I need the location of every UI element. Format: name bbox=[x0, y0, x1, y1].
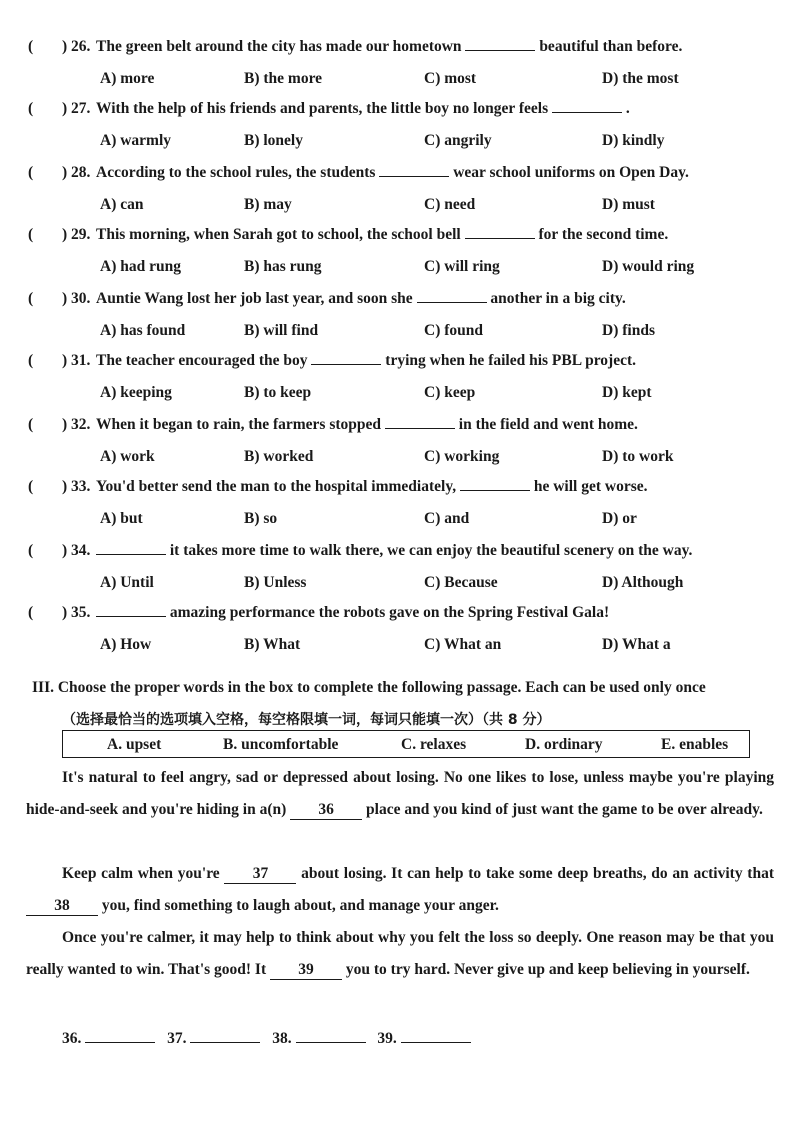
answer-blank[interactable] bbox=[96, 542, 166, 555]
passage-text: you, find something to laugh about, and manage your anger. bbox=[101, 897, 499, 914]
answer-blank[interactable] bbox=[465, 38, 535, 51]
answer-paren[interactable]: ( bbox=[28, 164, 34, 181]
option-a[interactable]: A) more bbox=[100, 70, 155, 87]
question-stem: The green belt around the city has made our hometown bbox=[96, 38, 462, 55]
question-stem-end: for the second time. bbox=[538, 226, 669, 243]
option-b[interactable]: B) may bbox=[244, 196, 292, 213]
answer-lines bbox=[62, 1030, 479, 1048]
word-box-option-d: D. ordinary bbox=[525, 736, 603, 753]
option-a[interactable]: A) can bbox=[100, 196, 144, 213]
answer-paren[interactable]: ( bbox=[28, 542, 34, 559]
word-box-option-a: A. upset bbox=[107, 736, 162, 753]
question-text bbox=[96, 38, 682, 56]
option-d[interactable]: D) kept bbox=[602, 384, 652, 401]
option-a[interactable]: A) warmly bbox=[100, 132, 172, 149]
blank-37[interactable]: 37 bbox=[224, 865, 296, 884]
word-box-option-b: B. uncomfortable bbox=[223, 736, 339, 753]
question-stem: Auntie Wang lost her job last year, and soon she bbox=[96, 290, 413, 307]
option-b[interactable]: B) will find bbox=[244, 322, 319, 339]
answer-label-39: 39. bbox=[377, 1030, 397, 1047]
option-c[interactable]: C) and bbox=[424, 510, 470, 527]
option-a[interactable]: A) Until bbox=[100, 574, 154, 591]
question-stem-end: trying when he failed his PBL project. bbox=[385, 352, 637, 369]
answer-label-37: 37. bbox=[167, 1030, 187, 1047]
question-stem: When it began to rain, the farmers stopped bbox=[96, 416, 382, 433]
passage-paragraph-2 bbox=[26, 858, 774, 922]
passage-paragraph-3 bbox=[26, 922, 774, 986]
option-b[interactable]: B) worked bbox=[244, 448, 314, 465]
option-b[interactable]: B) Unless bbox=[244, 574, 307, 591]
option-d[interactable]: D) must bbox=[602, 196, 655, 213]
word-box-option-c: C. relaxes bbox=[401, 736, 467, 753]
option-a[interactable]: A) but bbox=[100, 510, 143, 527]
option-b[interactable]: B) What bbox=[244, 636, 301, 653]
passage-text: place and you kind of just want the game to be over already. bbox=[366, 801, 763, 818]
question-text bbox=[96, 416, 638, 434]
option-c[interactable]: C) need bbox=[424, 196, 476, 213]
answer-blank[interactable] bbox=[96, 604, 166, 617]
option-d[interactable]: D) or bbox=[602, 510, 637, 527]
answer-paren[interactable]: ( bbox=[28, 416, 34, 433]
answer-blank-36[interactable] bbox=[85, 1030, 155, 1043]
option-d[interactable]: D) to work bbox=[602, 448, 674, 465]
answer-label-36: 36. bbox=[62, 1030, 82, 1047]
option-d[interactable]: D) What a bbox=[602, 636, 671, 653]
question-number: ) 35. bbox=[62, 604, 91, 621]
passage-text: Once you're calmer, it may help to think about why you felt the loss so deeply. One reason may be that you really wanted to win. That's good! It bbox=[26, 929, 774, 978]
question-number: ) 27. bbox=[62, 100, 91, 117]
question-stem-end: in the field and went home. bbox=[458, 416, 638, 433]
option-a[interactable]: A) work bbox=[100, 448, 155, 465]
question-number: ) 33. bbox=[62, 478, 91, 495]
option-d[interactable]: D) the most bbox=[602, 70, 679, 87]
question-number: ) 28. bbox=[62, 164, 91, 181]
option-d[interactable]: D) would ring bbox=[602, 258, 695, 275]
question-stem-end: he will get worse. bbox=[533, 478, 648, 495]
answer-paren[interactable]: ( bbox=[28, 38, 34, 55]
question-stem-end: wear school uniforms on Open Day. bbox=[453, 164, 689, 181]
answer-blank[interactable] bbox=[417, 290, 487, 303]
answer-label-38: 38. bbox=[272, 1030, 292, 1047]
question-stem-end: beautiful than before. bbox=[539, 38, 683, 55]
blank-38[interactable]: 38 bbox=[26, 897, 98, 916]
section-iii-instruction-cn: （选择最恰当的选项填入空格，每空格限填一词，每词只能填一次）（共 8 分） bbox=[62, 712, 551, 728]
option-c[interactable]: C) working bbox=[424, 448, 500, 465]
option-d[interactable]: D) finds bbox=[602, 322, 655, 339]
question-number: ) 32. bbox=[62, 416, 91, 433]
question-stem: You'd better send the man to the hospital immediately, bbox=[96, 478, 457, 495]
question-text bbox=[96, 290, 626, 308]
answer-blank[interactable] bbox=[311, 352, 381, 365]
question-stem: According to the school rules, the students bbox=[96, 164, 376, 181]
option-d[interactable]: D) Although bbox=[602, 574, 684, 591]
answer-blank-37[interactable] bbox=[190, 1030, 260, 1043]
option-b[interactable]: B) to keep bbox=[244, 384, 312, 401]
answer-paren[interactable]: ( bbox=[28, 100, 34, 117]
option-a[interactable]: A) How bbox=[100, 636, 152, 653]
question-number: ) 31. bbox=[62, 352, 91, 369]
question-number: ) 29. bbox=[62, 226, 91, 243]
answer-blank[interactable] bbox=[379, 164, 449, 177]
word-box-option-e: E. enables bbox=[661, 736, 729, 753]
option-d[interactable]: D) kindly bbox=[602, 132, 665, 149]
passage-text: about losing. It can help to take some deep breaths, do an activity that bbox=[301, 865, 774, 882]
question-stem-end: it takes more time to walk there, we can enjoy the beautiful scenery on the way. bbox=[169, 542, 693, 559]
answer-paren[interactable]: ( bbox=[28, 478, 34, 495]
option-b[interactable]: B) the more bbox=[244, 70, 323, 87]
question-text bbox=[96, 604, 609, 622]
question-stem-end: amazing performance the robots gave on the Spring Festival Gala! bbox=[169, 604, 610, 621]
question-number: ) 34. bbox=[62, 542, 91, 559]
section-iii-instruction: III. Choose the proper words in the box to complete the following passage. Each can be used only once bbox=[32, 679, 706, 696]
question-stem-end: . bbox=[625, 100, 630, 117]
option-c[interactable]: C) What an bbox=[424, 636, 502, 653]
answer-paren[interactable]: ( bbox=[28, 604, 34, 621]
answer-blank[interactable] bbox=[385, 416, 455, 429]
answer-paren[interactable]: ( bbox=[28, 226, 34, 243]
option-c[interactable]: C) keep bbox=[424, 384, 476, 401]
question-number: ) 30. bbox=[62, 290, 91, 307]
question-text bbox=[96, 542, 692, 560]
option-c[interactable]: C) found bbox=[424, 322, 484, 339]
answer-paren[interactable]: ( bbox=[28, 352, 34, 369]
question-text bbox=[96, 226, 668, 244]
answer-blank-38[interactable] bbox=[296, 1030, 366, 1043]
passage-paragraph-1 bbox=[26, 762, 774, 826]
question-text bbox=[96, 352, 636, 370]
blank-39[interactable]: 39 bbox=[270, 961, 342, 980]
question-number: ) 26. bbox=[62, 38, 91, 55]
question-text bbox=[96, 100, 630, 118]
answer-blank-39[interactable] bbox=[401, 1030, 471, 1043]
passage-text: It's natural to feel angry, sad or depressed about losing. No one likes to lose, unless maybe you're playing hide-and-seek and you're hiding in a(n) bbox=[26, 769, 774, 818]
option-b[interactable]: B) lonely bbox=[244, 132, 303, 149]
answer-blank[interactable] bbox=[552, 100, 622, 113]
word-box bbox=[62, 730, 750, 758]
question-stem: The teacher encouraged the boy bbox=[96, 352, 308, 369]
question-stem: With the help of his friends and parents, the little boy no longer feels bbox=[96, 100, 549, 117]
question-stem: This morning, when Sarah got to school, the school bell bbox=[96, 226, 461, 243]
answer-blank[interactable] bbox=[460, 478, 530, 491]
option-b[interactable]: B) so bbox=[244, 510, 278, 527]
option-c[interactable]: C) will ring bbox=[424, 258, 500, 275]
answer-paren[interactable]: ( bbox=[28, 290, 34, 307]
option-a[interactable]: A) keeping bbox=[100, 384, 172, 401]
question-text bbox=[96, 478, 648, 496]
passage-text: Keep calm when you're bbox=[62, 865, 220, 882]
answer-blank[interactable] bbox=[465, 226, 535, 239]
option-a[interactable]: A) had rung bbox=[100, 258, 181, 275]
option-c[interactable]: C) most bbox=[424, 70, 477, 87]
blank-36[interactable]: 36 bbox=[290, 801, 362, 820]
question-text bbox=[96, 164, 689, 182]
option-c[interactable]: C) angrily bbox=[424, 132, 492, 149]
question-stem-end: another in a big city. bbox=[490, 290, 626, 307]
passage-text: you to try hard. Never give up and keep believing in yourself. bbox=[345, 961, 750, 978]
section-iii-heading bbox=[32, 672, 772, 736]
option-b[interactable]: B) has rung bbox=[244, 258, 322, 275]
option-c[interactable]: C) Because bbox=[424, 574, 498, 591]
option-a[interactable]: A) has found bbox=[100, 322, 186, 339]
